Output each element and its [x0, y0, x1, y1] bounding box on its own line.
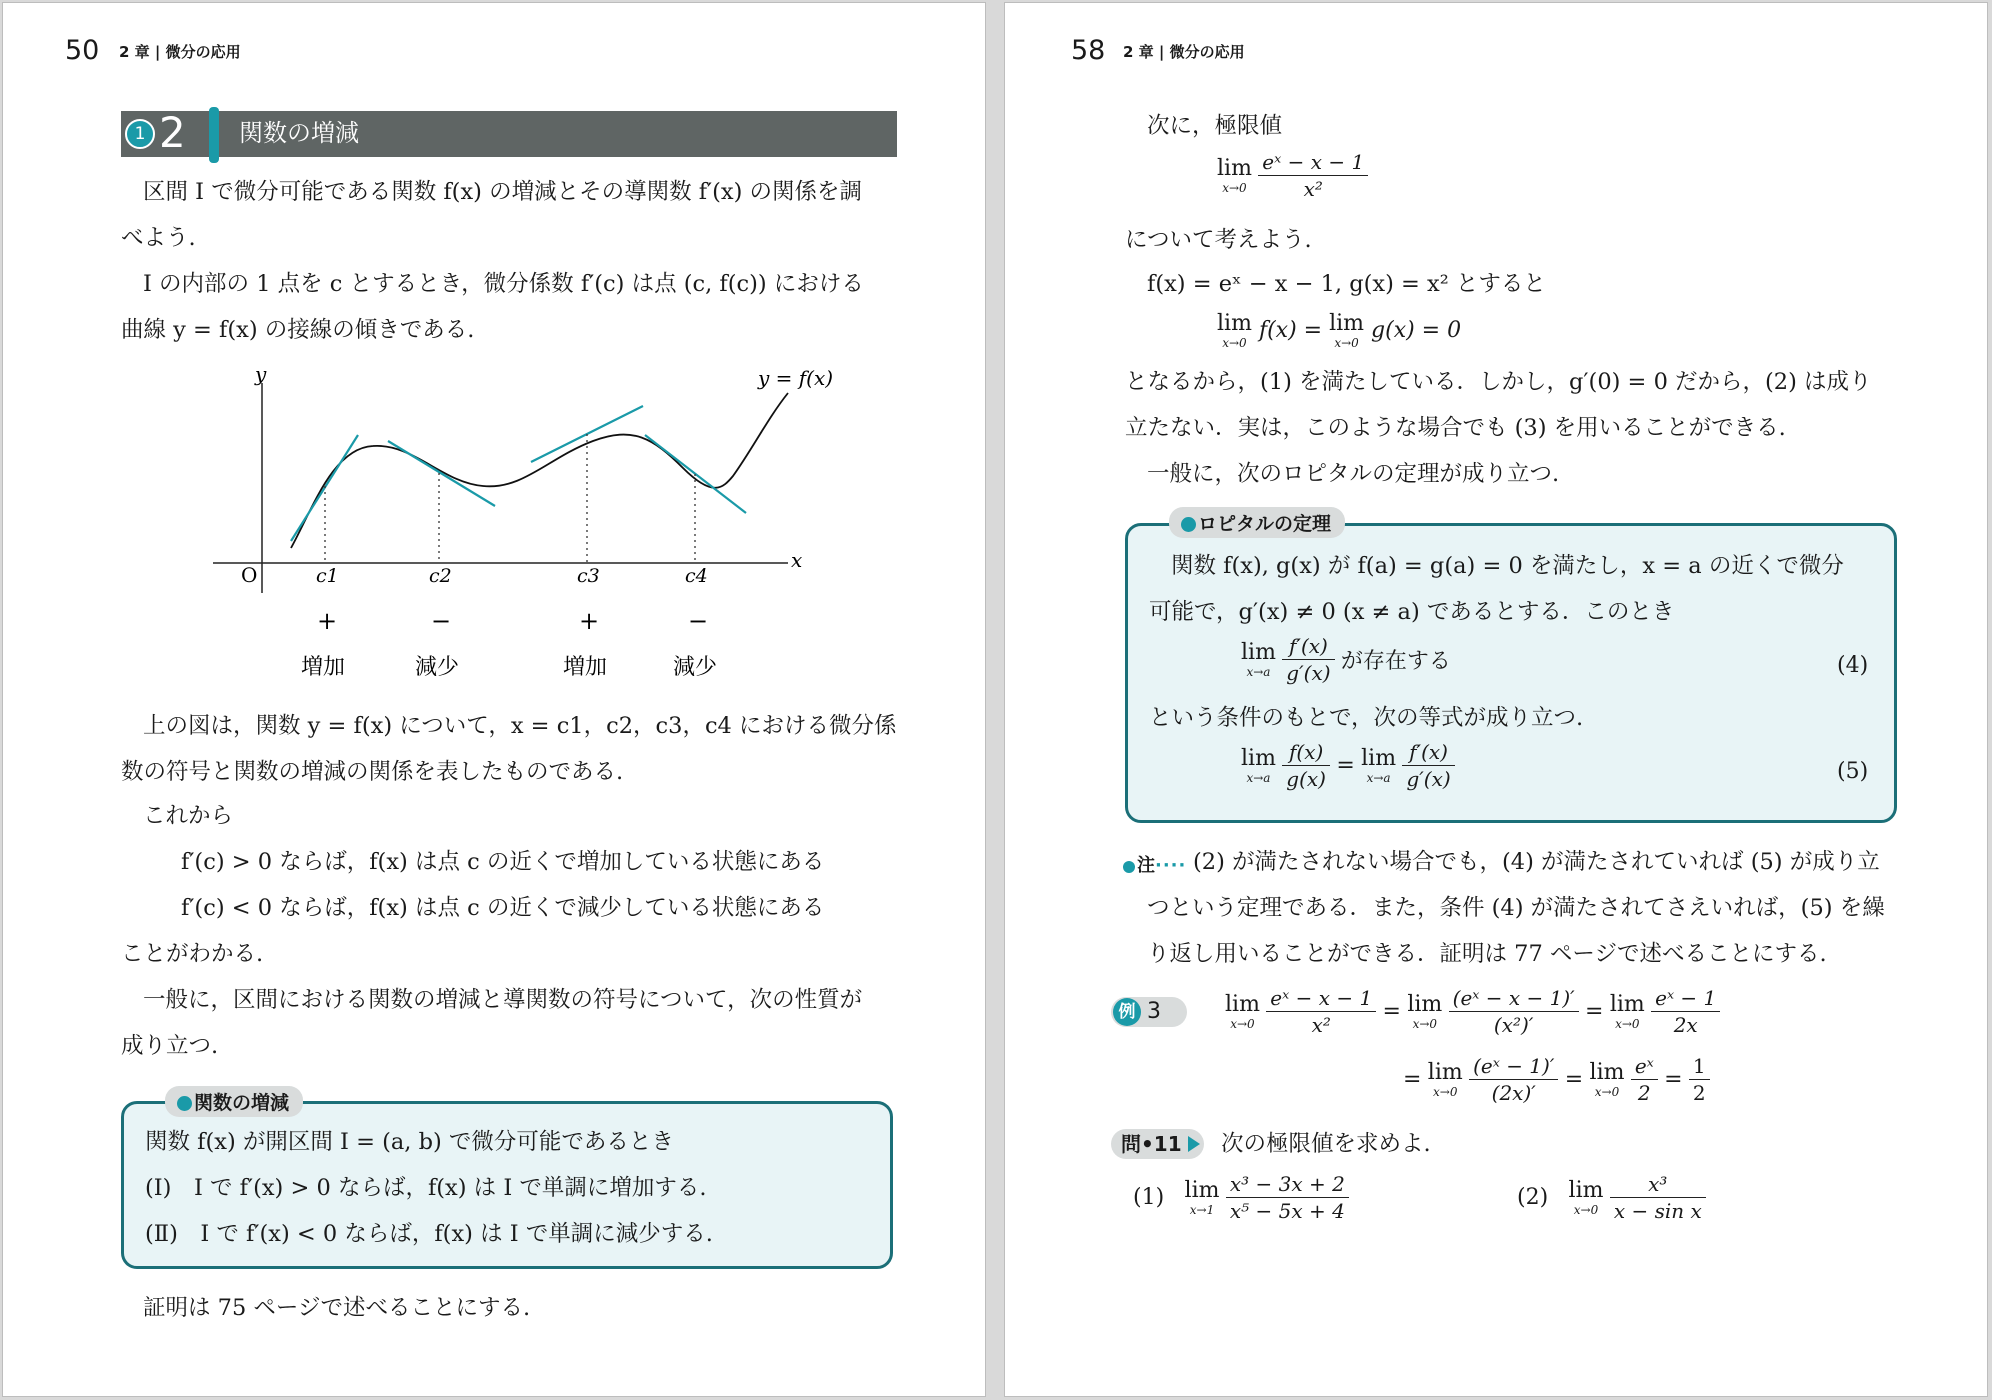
sign-c2: − [431, 607, 452, 635]
sign-c3: + [579, 607, 600, 635]
example-badge [1111, 997, 1187, 1027]
left-page [2, 2, 986, 1397]
theorem-box-title: ロピタルの定理 [1169, 507, 1345, 538]
tangent-c2 [388, 441, 495, 506]
limits-equal-zero: lim x→0 f(x) = lim x→0 g(x) = 0 [1217, 311, 1462, 350]
section-number: 2 [159, 108, 186, 157]
tangent-figure [213, 358, 833, 688]
running-head: 2 章 | 微分の応用 [1123, 43, 1245, 61]
note-label: 注···· [1123, 851, 1186, 877]
paragraph-line: f(x) = eˣ − x − 1, g(x) = x² とすると [1147, 271, 1546, 297]
page-number: 50 [65, 35, 100, 66]
section-accent-bar [209, 107, 219, 163]
page-number: 58 [1071, 35, 1106, 66]
paragraph-line: 一般に，区間における関数の増減と導関数の符号について，次の性質が [143, 987, 863, 1013]
paragraph-line: 証明は 75 ページで述べることにする. [143, 1295, 531, 1321]
right-page [1004, 2, 1988, 1397]
note-line: つという定理である．また，条件 (4) が満たされてさえいれば，(5) を繰 [1147, 895, 1885, 921]
section-title: 関数の増減 [239, 119, 359, 147]
behavior-c3: 増加 [563, 655, 608, 680]
limit-expression: lim x→0 $\frac{\text{eˣ − x − 1}}{\text{x²}}$ [1217, 151, 1368, 200]
paragraph-line: ことがわかる. [121, 941, 264, 967]
curve-label: y = f(x) [758, 366, 833, 390]
example-number: 3 [1147, 999, 1161, 1024]
problem-1: (1) lim x→1 $\frac{\text{x³ − 3x + 2}}{\text{x⁵ − 5x + 4}}$ [1133, 1173, 1349, 1222]
bullet-icon [1123, 861, 1135, 873]
paragraph-line: について考えよう. [1125, 227, 1312, 253]
paragraph-line: べよう. [121, 225, 196, 251]
example-equation-line1: lim x→0 $\frac{\text{eˣ − x − 1}}{\text{x²}}$ = lim x→0 $\frac{\text{(eˣ − x − 1)′}}{\text{(x²)′}}$ = lim x→0 $\frac{\text{eˣ − 1}}{2x}$ [1225, 987, 1720, 1036]
question-text: 次の極限値を求めよ. [1221, 1131, 1431, 1157]
lhopital-equation: lim x→a $\frac{f(x)}{g(x)}$ = lim x→a $\frac{f'(x)}{g'(x)}$ [1241, 741, 1455, 790]
example-label: 例 [1113, 998, 1141, 1026]
sign-c4: − [688, 607, 709, 635]
bullet-icon [177, 1096, 192, 1111]
question-badge: 問•11 [1111, 1129, 1204, 1159]
section-header [121, 108, 897, 157]
rule-line: f′(c) > 0 ならば，f(x) は点 c の近くで増加している状態にある [181, 849, 825, 875]
equation-number: (4) [1837, 653, 1869, 678]
behavior-c1: 増加 [301, 655, 346, 680]
box-line: 関数 f(x) が開区間 I = (a, b) で微分可能であるとき [145, 1129, 674, 1155]
note-line: (2) が満たされない場合でも，(4) が満たされていれば (5) が成り立 [1193, 849, 1880, 875]
paragraph-line: となるから，(1) を満たしている．しかし，g′(0) = 0 だから，(2) は成り [1125, 369, 1872, 395]
function-curve [291, 393, 788, 548]
condition-expression: lim x→a $\frac{f'(x)}{g'(x)}$ が存在する [1241, 634, 1451, 685]
point-label-c1: c1 [316, 565, 339, 587]
rule-line: f′(c) < 0 ならば，f(x) は点 c の近くで減少している状態にある [181, 895, 825, 921]
paragraph-line: 立たない．実は，このような場合でも (3) を用いることができる. [1125, 415, 1786, 441]
theorem-line: 可能で，g′(x) ≠ 0 (x ≠ a) であるとする．このとき [1149, 599, 1675, 625]
paragraph-line: 数の符号と関数の増減の関係を表したものである. [121, 759, 624, 785]
paragraph-line: 次に，極限値 [1147, 113, 1283, 139]
running-head: 2 章 | 微分の応用 [119, 43, 241, 61]
behavior-c2: 減少 [415, 655, 460, 680]
bullet-icon [1181, 517, 1196, 532]
x-axis-label: x [791, 548, 803, 572]
sign-c1: + [317, 607, 338, 635]
paragraph-line: 成り立つ. [121, 1033, 219, 1059]
example-equation-line2: = lim x→0 $\frac{\text{(eˣ − 1)′}}{(2x)'}$ = lim x→0 $\frac{\text{eˣ}}{2}$ = $\frac{1}{2}$ [1403, 1055, 1710, 1104]
paragraph-line: 上の図は，関数 y = f(x) について，x = c1，c2，c3，c4 における微分係 [143, 713, 897, 739]
origin-label: O [241, 563, 258, 587]
section-badge: 1 [125, 119, 155, 149]
box-line: (Ⅰ) I で f′(x) > 0 ならば，f(x) は I で単調に増加する. [145, 1175, 707, 1201]
paragraph-line: 区間 I で微分可能である関数 f(x) の増減とその導関数 f′(x) の関係を調 [143, 179, 863, 205]
y-axis-label: y [255, 362, 267, 386]
property-box-title: 関数の増減 [165, 1086, 303, 1117]
paragraph-line: 一般に，次のロピタルの定理が成り立つ. [1147, 461, 1560, 487]
note-line: り返し用いることができる．証明は 77 ページで述べることにする. [1147, 941, 1827, 967]
theorem-line: という条件のもとで，次の等式が成り立つ. [1149, 705, 1584, 731]
paragraph-line: I の内部の 1 点を c とするとき，微分係数 f′(c) は点 (c, f(c)) における [143, 271, 864, 297]
theorem-line: 関数 f(x), g(x) が f(a) = g(a) = 0 を満たし，x = a の近くで微分 [1171, 553, 1844, 579]
triangle-icon [1188, 1136, 1200, 1152]
point-label-c4: c4 [685, 565, 708, 587]
paragraph-line: 曲線 y = f(x) の接線の傾きである. [121, 317, 475, 343]
equation-number: (5) [1837, 759, 1869, 784]
point-label-c2: c2 [429, 565, 452, 587]
paragraph-line: これから [143, 803, 234, 829]
behavior-c4: 減少 [673, 655, 718, 680]
problem-2: (2) lim x→0 $\frac{\text{x³}}{\text{x − sin x}}$ [1517, 1173, 1706, 1222]
point-label-c3: c3 [577, 565, 600, 587]
box-line: (Ⅱ) I で f′(x) < 0 ならば，f(x) は I で単調に減少する. [145, 1221, 713, 1247]
